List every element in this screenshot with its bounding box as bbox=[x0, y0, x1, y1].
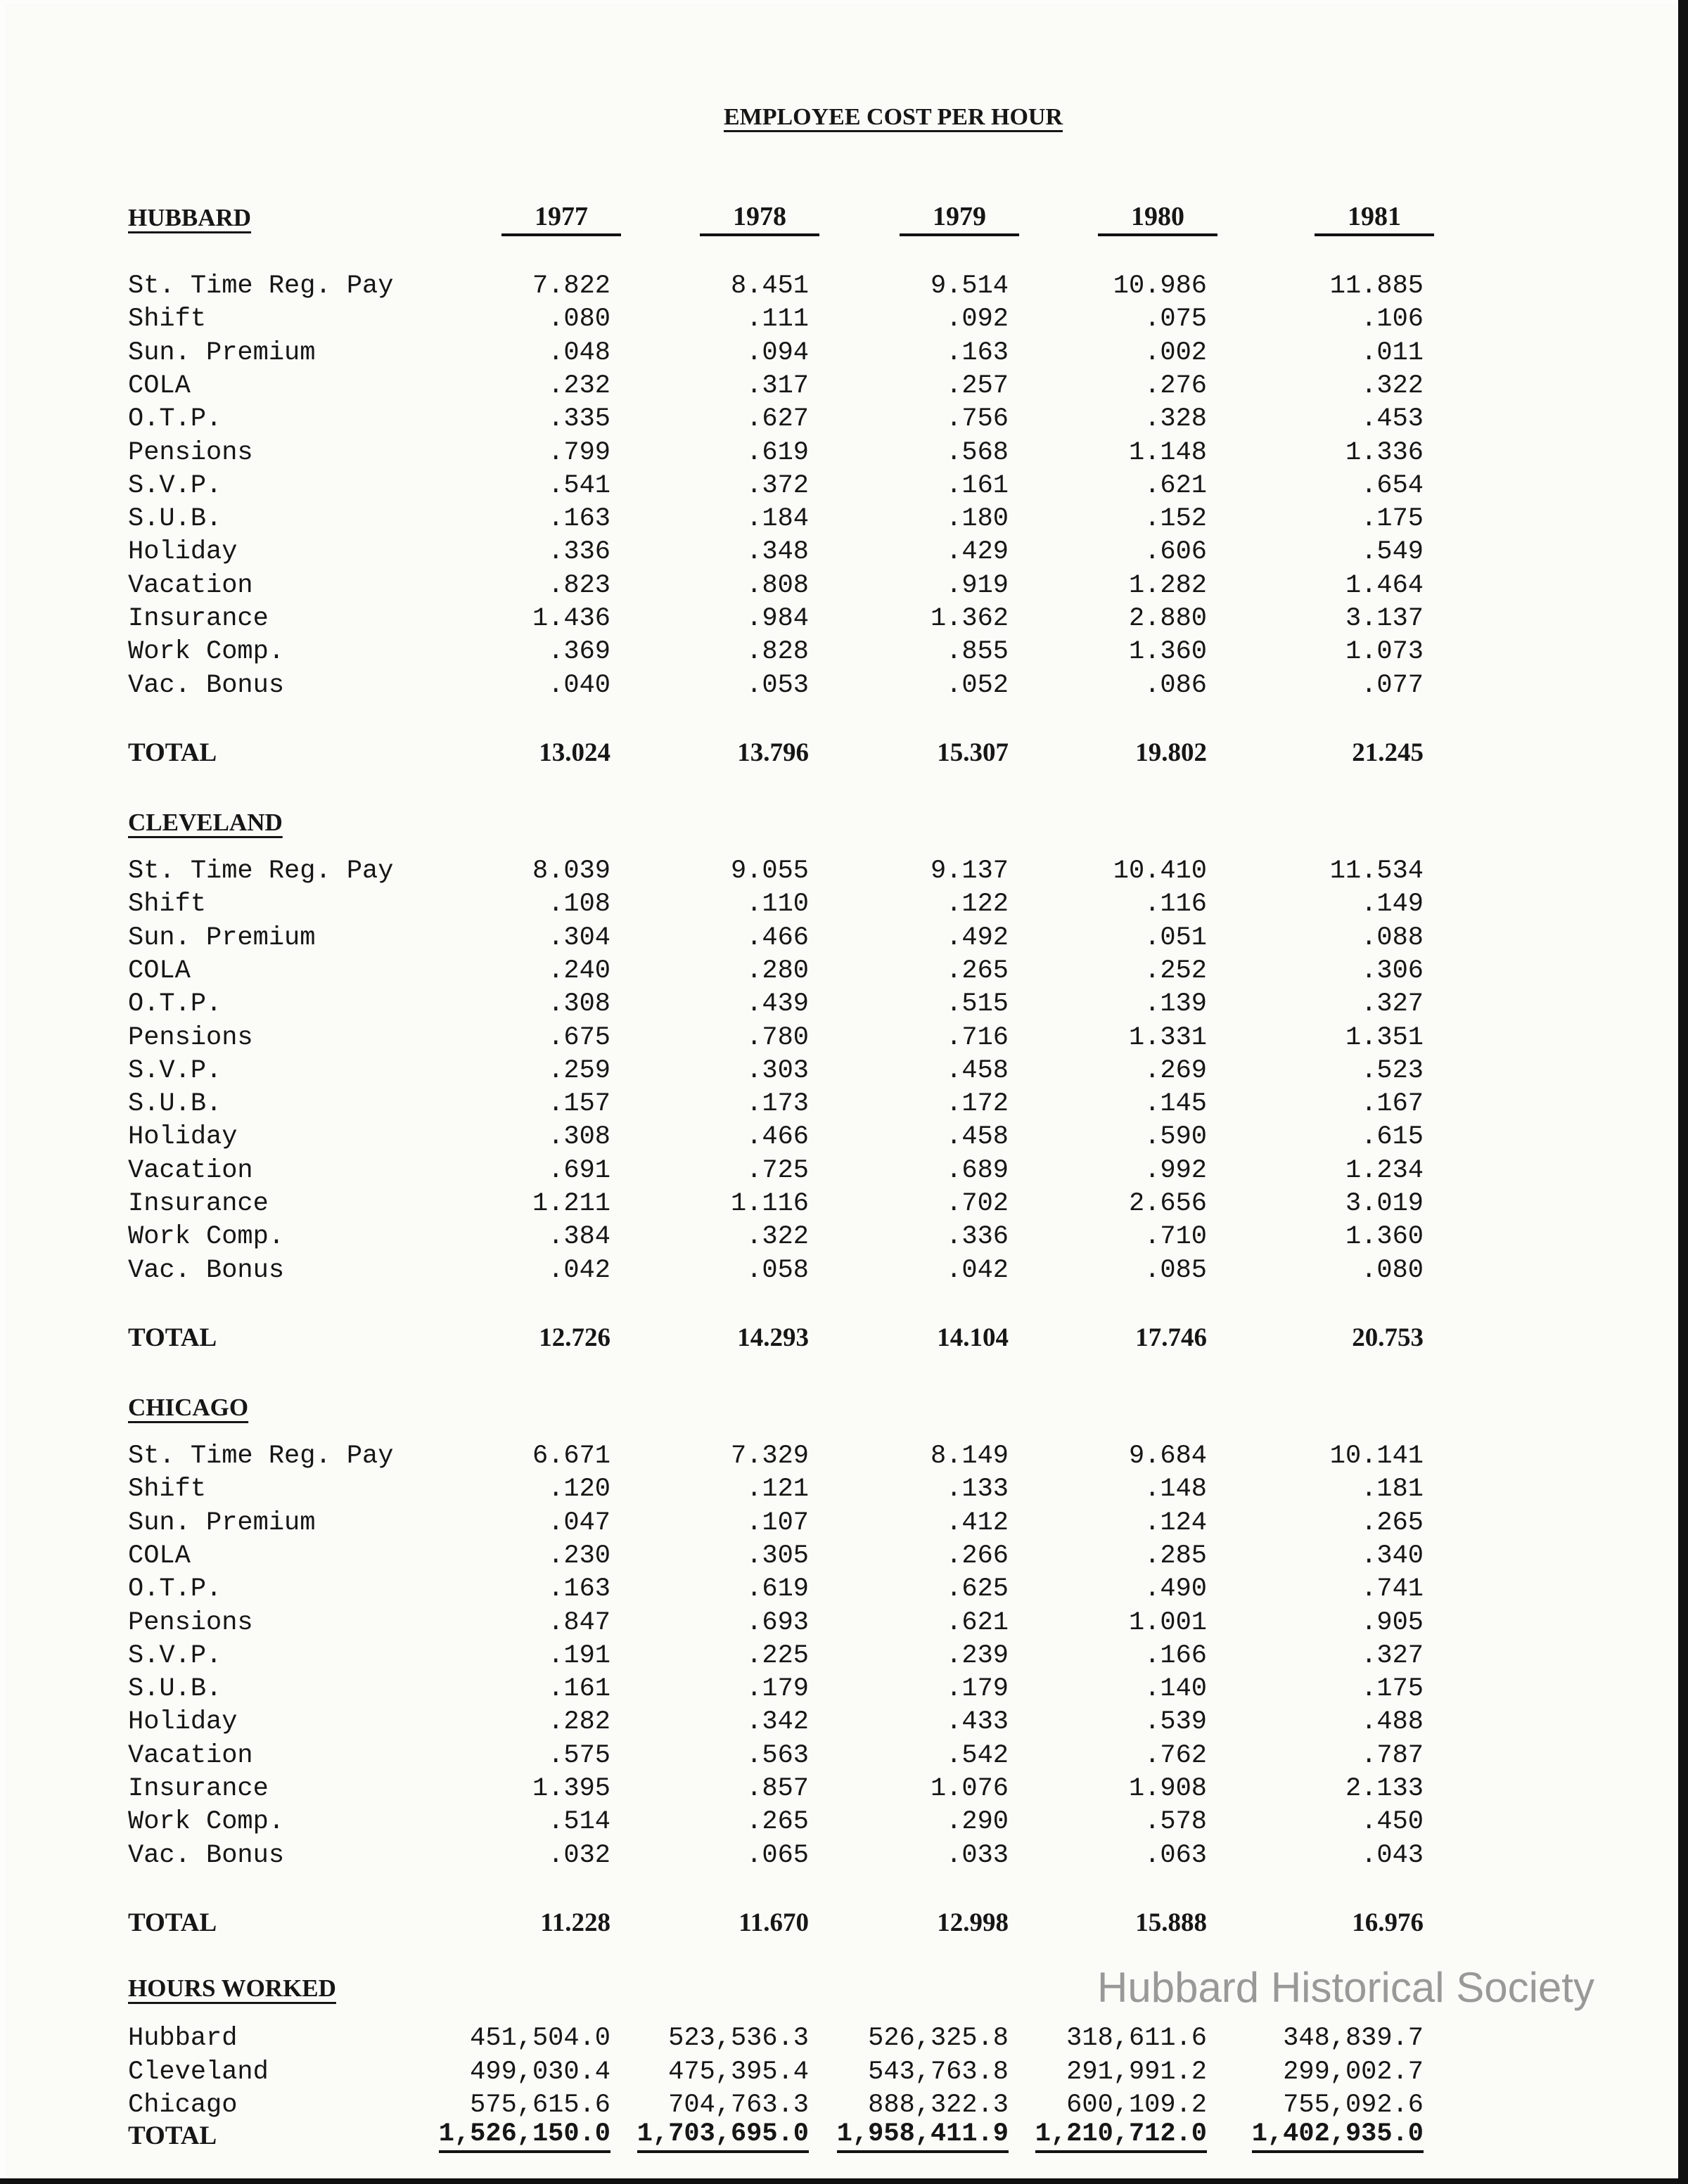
cell-value: .308 bbox=[548, 989, 610, 1020]
cell-value: .808 bbox=[746, 570, 809, 600]
cell-value: .340 bbox=[1361, 1541, 1424, 1571]
cell-value: .523 bbox=[1361, 1055, 1424, 1086]
row-label: Work Comp. bbox=[128, 637, 285, 667]
row-label: S.U.B. bbox=[128, 1089, 222, 1119]
cell-value: .384 bbox=[548, 1222, 610, 1252]
scan-edge bbox=[1678, 0, 1688, 2184]
year-header: 1979 bbox=[900, 201, 1019, 236]
cell-value: .590 bbox=[1144, 1122, 1207, 1152]
cell-value: .515 bbox=[946, 989, 1009, 1020]
row-label: Vacation bbox=[128, 1155, 253, 1186]
cell-value: 1.360 bbox=[1345, 1222, 1424, 1252]
cell-value: .490 bbox=[1144, 1574, 1207, 1605]
cell-value: .348 bbox=[746, 537, 809, 567]
cell-value: .458 bbox=[946, 1122, 1009, 1152]
row-label: Vac. Bonus bbox=[128, 1255, 285, 1285]
hours-total-value: 1,703,695.0 bbox=[637, 2119, 809, 2153]
cell-value: .161 bbox=[946, 470, 1009, 501]
cell-value: 1.360 bbox=[1128, 637, 1207, 667]
total-value: 14.293 bbox=[737, 1323, 809, 1352]
hours-value: 299,002.7 bbox=[1283, 2057, 1424, 2087]
cell-value: .606 bbox=[1144, 537, 1207, 567]
hours-total-value: 1,402,935.0 bbox=[1252, 2119, 1424, 2153]
cell-value: .032 bbox=[548, 1840, 610, 1870]
cell-value: 2.656 bbox=[1128, 1189, 1207, 1219]
cell-value: .179 bbox=[746, 1674, 809, 1704]
section-heading: HUBBARD bbox=[128, 204, 252, 231]
total-label: TOTAL bbox=[128, 738, 217, 767]
cell-value: .919 bbox=[946, 570, 1009, 600]
row-label: St. Time Reg. Pay bbox=[128, 271, 394, 301]
row-label: O.T.P. bbox=[128, 989, 222, 1020]
total-value: 12.726 bbox=[539, 1323, 610, 1352]
cell-value: .372 bbox=[746, 470, 809, 501]
cell-value: 1.395 bbox=[532, 1774, 610, 1804]
cell-value: .259 bbox=[548, 1055, 610, 1086]
row-label: Insurance bbox=[128, 604, 269, 634]
cell-value: .412 bbox=[946, 1508, 1009, 1538]
cell-value: .578 bbox=[1144, 1807, 1207, 1837]
cell-value: .716 bbox=[946, 1022, 1009, 1053]
cell-value: 11.534 bbox=[1329, 856, 1424, 886]
section-heading: HOURS WORKED bbox=[128, 1974, 336, 2002]
cell-value: 10.141 bbox=[1329, 1441, 1424, 1471]
cell-value: .710 bbox=[1144, 1222, 1207, 1252]
cell-value: .094 bbox=[746, 338, 809, 368]
row-label: Work Comp. bbox=[128, 1807, 285, 1837]
row-label: Vac. Bonus bbox=[128, 670, 285, 700]
row-label: Vacation bbox=[128, 1740, 253, 1771]
cell-value: .905 bbox=[1361, 1607, 1424, 1638]
cell-value: 9.514 bbox=[930, 271, 1009, 301]
cell-value: .149 bbox=[1361, 889, 1424, 920]
cell-value: .615 bbox=[1361, 1122, 1424, 1152]
row-label: Sun. Premium bbox=[128, 1508, 316, 1538]
cell-value: 8.039 bbox=[532, 856, 610, 886]
row-label: S.V.P. bbox=[128, 470, 222, 501]
row-label: S.U.B. bbox=[128, 504, 222, 534]
row-label: Work Comp. bbox=[128, 1222, 285, 1252]
total-value: 17.746 bbox=[1135, 1323, 1207, 1352]
cell-value: .328 bbox=[1144, 404, 1207, 435]
hours-value: 575,615.6 bbox=[470, 2090, 610, 2120]
cell-value: 1.282 bbox=[1128, 570, 1207, 600]
section-heading: CLEVELAND bbox=[128, 809, 283, 836]
cell-value: .265 bbox=[746, 1807, 809, 1837]
cell-value: .157 bbox=[548, 1089, 610, 1119]
hours-value: 318,611.6 bbox=[1066, 2024, 1207, 2053]
total-value: 11.228 bbox=[540, 1908, 610, 1937]
row-label: Shift bbox=[128, 1475, 207, 1505]
total-value: 11.670 bbox=[738, 1908, 809, 1937]
cell-value: .163 bbox=[548, 1574, 610, 1605]
cell-value: 1.436 bbox=[532, 604, 610, 634]
cell-value: .823 bbox=[548, 570, 610, 600]
cell-value: .266 bbox=[946, 1541, 1009, 1571]
cell-value: .152 bbox=[1144, 504, 1207, 534]
cell-value: .184 bbox=[746, 504, 809, 534]
row-label: Sun. Premium bbox=[128, 338, 316, 368]
cell-value: .122 bbox=[946, 889, 1009, 920]
cell-value: .058 bbox=[746, 1255, 809, 1285]
cell-value: .691 bbox=[548, 1155, 610, 1186]
section-heading: CHICAGO bbox=[128, 1394, 249, 1421]
cell-value: .052 bbox=[946, 670, 1009, 700]
cell-value: .488 bbox=[1361, 1707, 1424, 1737]
cell-value: .040 bbox=[548, 670, 610, 700]
cell-value: .140 bbox=[1144, 1674, 1207, 1704]
cell-value: .080 bbox=[548, 304, 610, 335]
cell-value: .257 bbox=[946, 371, 1009, 401]
row-label: Holiday bbox=[128, 537, 238, 567]
cell-value: .453 bbox=[1361, 404, 1424, 435]
row-label: COLA bbox=[128, 371, 191, 401]
cell-value: .252 bbox=[1144, 956, 1207, 986]
cell-value: .541 bbox=[548, 470, 610, 501]
row-label: Chicago bbox=[128, 2090, 238, 2120]
cell-value: 1.116 bbox=[730, 1189, 809, 1219]
hours-total-value: 1,526,150.0 bbox=[439, 2119, 610, 2153]
cell-value: .549 bbox=[1361, 537, 1424, 567]
cell-value: .065 bbox=[746, 1840, 809, 1870]
cell-value: .088 bbox=[1361, 923, 1424, 953]
hours-value: 704,763.3 bbox=[668, 2090, 809, 2120]
cell-value: .336 bbox=[946, 1222, 1009, 1252]
cell-value: .303 bbox=[746, 1055, 809, 1086]
cell-value: .693 bbox=[746, 1607, 809, 1638]
cell-value: .327 bbox=[1361, 989, 1424, 1020]
row-label: Pensions bbox=[128, 1607, 253, 1638]
row-label: Vac. Bonus bbox=[128, 1840, 285, 1870]
cell-value: 1.464 bbox=[1345, 570, 1424, 600]
total-label: TOTAL bbox=[128, 1908, 217, 1937]
cell-value: .225 bbox=[746, 1640, 809, 1671]
cell-value: .335 bbox=[548, 404, 610, 435]
cell-value: .625 bbox=[946, 1574, 1009, 1605]
cell-value: .568 bbox=[946, 437, 1009, 468]
cell-value: .539 bbox=[1144, 1707, 1207, 1737]
hours-value: 475,395.4 bbox=[668, 2057, 809, 2087]
row-label: O.T.P. bbox=[128, 1574, 222, 1605]
cell-value: .369 bbox=[548, 637, 610, 667]
cell-value: .542 bbox=[946, 1740, 1009, 1771]
cell-value: .322 bbox=[746, 1222, 809, 1252]
cell-value: .033 bbox=[946, 1840, 1009, 1870]
watermark: Hubbard Historical Society bbox=[1097, 1964, 1594, 2011]
total-value: 13.024 bbox=[539, 738, 610, 767]
hours-value: 451,504.0 bbox=[470, 2024, 610, 2053]
row-label: St. Time Reg. Pay bbox=[128, 856, 394, 886]
cell-value: 7.822 bbox=[532, 271, 610, 301]
hours-value: 888,322.3 bbox=[868, 2090, 1009, 2120]
year-header: 1980 bbox=[1098, 201, 1217, 236]
cell-value: .167 bbox=[1361, 1089, 1424, 1119]
cell-value: .756 bbox=[946, 404, 1009, 435]
total-value: 21.245 bbox=[1352, 738, 1424, 767]
cell-value: .240 bbox=[548, 956, 610, 986]
cell-value: .327 bbox=[1361, 1640, 1424, 1671]
cell-value: .191 bbox=[548, 1640, 610, 1671]
cell-value: .450 bbox=[1361, 1807, 1424, 1837]
row-label: S.V.P. bbox=[128, 1055, 222, 1086]
total-label: TOTAL bbox=[128, 1323, 217, 1352]
cell-value: 1.073 bbox=[1345, 637, 1424, 667]
cell-value: .133 bbox=[946, 1475, 1009, 1505]
cell-value: .621 bbox=[946, 1607, 1009, 1638]
cell-value: .172 bbox=[946, 1089, 1009, 1119]
cell-value: 8.149 bbox=[930, 1441, 1009, 1471]
cell-value: 1.211 bbox=[532, 1189, 610, 1219]
cell-value: .232 bbox=[548, 371, 610, 401]
cell-value: .265 bbox=[946, 956, 1009, 986]
row-label: Hubbard bbox=[128, 2024, 238, 2053]
cell-value: .116 bbox=[1144, 889, 1207, 920]
cell-value: .787 bbox=[1361, 1740, 1424, 1771]
cell-value: .828 bbox=[746, 637, 809, 667]
row-label: Holiday bbox=[128, 1122, 238, 1152]
cell-value: .108 bbox=[548, 889, 610, 920]
cell-value: .725 bbox=[746, 1155, 809, 1186]
total-label: TOTAL bbox=[128, 2121, 217, 2150]
cell-value: 2.133 bbox=[1345, 1774, 1424, 1804]
row-label: Cleveland bbox=[128, 2057, 269, 2087]
cell-value: .163 bbox=[946, 338, 1009, 368]
cell-value: .106 bbox=[1361, 304, 1424, 335]
cell-value: .166 bbox=[1144, 1640, 1207, 1671]
year-header: 1977 bbox=[501, 201, 621, 236]
cell-value: .857 bbox=[746, 1774, 809, 1804]
cell-value: 1.001 bbox=[1128, 1607, 1207, 1638]
cell-value: .075 bbox=[1144, 304, 1207, 335]
cell-value: .675 bbox=[548, 1022, 610, 1053]
total-value: 12.998 bbox=[937, 1908, 1009, 1937]
scan-edge-bottom bbox=[0, 2178, 1688, 2184]
cell-value: .239 bbox=[946, 1640, 1009, 1671]
hours-value: 523,536.3 bbox=[668, 2024, 809, 2053]
hours-value: 291,991.2 bbox=[1066, 2057, 1207, 2087]
hours-value: 526,325.8 bbox=[868, 2024, 1009, 2053]
row-label: Shift bbox=[128, 304, 207, 335]
cell-value: .269 bbox=[1144, 1055, 1207, 1086]
cell-value: .120 bbox=[548, 1475, 610, 1505]
cell-value: .086 bbox=[1144, 670, 1207, 700]
document-title: EMPLOYEE COST PER HOUR bbox=[723, 104, 1063, 130]
cell-value: 1.336 bbox=[1345, 437, 1424, 468]
cell-value: .163 bbox=[548, 504, 610, 534]
cell-value: 6.671 bbox=[532, 1441, 610, 1471]
cell-value: .063 bbox=[1144, 1840, 1207, 1870]
cell-value: .619 bbox=[746, 1574, 809, 1605]
cell-value: .011 bbox=[1361, 338, 1424, 368]
cell-value: .175 bbox=[1361, 1674, 1424, 1704]
row-label: Insurance bbox=[128, 1189, 269, 1219]
cell-value: .047 bbox=[548, 1508, 610, 1538]
cell-value: .139 bbox=[1144, 989, 1207, 1020]
cell-value: .051 bbox=[1144, 923, 1207, 953]
cell-value: .002 bbox=[1144, 338, 1207, 368]
cell-value: 1.362 bbox=[930, 604, 1009, 634]
cell-value: .984 bbox=[746, 604, 809, 634]
cell-value: .308 bbox=[548, 1122, 610, 1152]
cell-value: .621 bbox=[1144, 470, 1207, 501]
cell-value: .110 bbox=[746, 889, 809, 920]
cell-value: .179 bbox=[946, 1674, 1009, 1704]
cell-value: .280 bbox=[746, 956, 809, 986]
cell-value: .107 bbox=[746, 1508, 809, 1538]
cell-value: .175 bbox=[1361, 504, 1424, 534]
hours-value: 543,763.8 bbox=[868, 2057, 1009, 2087]
cell-value: .619 bbox=[746, 437, 809, 468]
cell-value: 2.880 bbox=[1128, 604, 1207, 634]
cell-value: .080 bbox=[1361, 1255, 1424, 1285]
cell-value: 1.076 bbox=[930, 1774, 1009, 1804]
cell-value: 9.684 bbox=[1128, 1441, 1207, 1471]
cell-value: .439 bbox=[746, 989, 809, 1020]
cell-value: .322 bbox=[1361, 371, 1424, 401]
cell-value: .077 bbox=[1361, 670, 1424, 700]
cell-value: .317 bbox=[746, 371, 809, 401]
cell-value: .230 bbox=[548, 1541, 610, 1571]
cell-value: .429 bbox=[946, 537, 1009, 567]
cell-value: 1.331 bbox=[1128, 1022, 1207, 1053]
cell-value: .148 bbox=[1144, 1475, 1207, 1505]
row-label: S.V.P. bbox=[128, 1640, 222, 1671]
cell-value: .627 bbox=[746, 404, 809, 435]
year-header: 1981 bbox=[1315, 201, 1434, 236]
hours-value: 755,092.6 bbox=[1283, 2090, 1424, 2120]
cell-value: .741 bbox=[1361, 1574, 1424, 1605]
cell-value: .458 bbox=[946, 1055, 1009, 1086]
cell-value: .042 bbox=[548, 1255, 610, 1285]
row-label: St. Time Reg. Pay bbox=[128, 1441, 394, 1471]
cell-value: 1.351 bbox=[1345, 1022, 1424, 1053]
total-value: 20.753 bbox=[1352, 1323, 1424, 1352]
total-value: 14.104 bbox=[937, 1323, 1009, 1352]
cell-value: 10.410 bbox=[1113, 856, 1207, 886]
cell-value: 9.055 bbox=[730, 856, 809, 886]
total-value: 15.307 bbox=[937, 738, 1009, 767]
row-label: Shift bbox=[128, 889, 207, 920]
cell-value: .855 bbox=[946, 637, 1009, 667]
cell-value: .433 bbox=[946, 1707, 1009, 1737]
cell-value: 10.986 bbox=[1113, 271, 1207, 301]
cell-value: .290 bbox=[946, 1807, 1009, 1837]
cell-value: .180 bbox=[946, 504, 1009, 534]
cell-value: 7.329 bbox=[730, 1441, 809, 1471]
cell-value: .466 bbox=[746, 1122, 809, 1152]
row-label: Sun. Premium bbox=[128, 923, 316, 953]
total-value: 15.888 bbox=[1135, 1908, 1207, 1937]
row-label: Insurance bbox=[128, 1774, 269, 1804]
hours-total-value: 1,958,411.9 bbox=[837, 2119, 1009, 2153]
hours-total-value: 1,210,712.0 bbox=[1035, 2119, 1207, 2153]
cell-value: .111 bbox=[746, 304, 809, 335]
row-label: S.U.B. bbox=[128, 1674, 222, 1704]
cell-value: .124 bbox=[1144, 1508, 1207, 1538]
row-label: O.T.P. bbox=[128, 404, 222, 435]
cell-value: 3.137 bbox=[1345, 604, 1424, 634]
cell-value: 11.885 bbox=[1329, 271, 1424, 301]
cell-value: .048 bbox=[548, 338, 610, 368]
cell-value: .305 bbox=[746, 1541, 809, 1571]
cell-value: .161 bbox=[548, 1674, 610, 1704]
row-label: COLA bbox=[128, 1541, 191, 1571]
cell-value: .342 bbox=[746, 1707, 809, 1737]
cell-value: .654 bbox=[1361, 470, 1424, 501]
year-header: 1978 bbox=[700, 201, 819, 236]
cell-value: 1.234 bbox=[1345, 1155, 1424, 1186]
cell-value: .563 bbox=[746, 1740, 809, 1771]
cell-value: .466 bbox=[746, 923, 809, 953]
row-label: COLA bbox=[128, 956, 191, 986]
total-value: 13.796 bbox=[737, 738, 809, 767]
cell-value: .336 bbox=[548, 537, 610, 567]
row-label: Pensions bbox=[128, 437, 253, 468]
cell-value: .043 bbox=[1361, 1840, 1424, 1870]
cell-value: .053 bbox=[746, 670, 809, 700]
cell-value: 9.137 bbox=[930, 856, 1009, 886]
cell-value: .992 bbox=[1144, 1155, 1207, 1186]
cell-value: .762 bbox=[1144, 1740, 1207, 1771]
cell-value: .689 bbox=[946, 1155, 1009, 1186]
cell-value: .702 bbox=[946, 1189, 1009, 1219]
cell-value: .276 bbox=[1144, 371, 1207, 401]
cell-value: .575 bbox=[548, 1740, 610, 1771]
hours-value: 348,839.7 bbox=[1283, 2024, 1424, 2053]
cell-value: 3.019 bbox=[1345, 1189, 1424, 1219]
cell-value: .492 bbox=[946, 923, 1009, 953]
total-value: 16.976 bbox=[1352, 1908, 1424, 1937]
cell-value: .181 bbox=[1361, 1475, 1424, 1505]
cell-value: .282 bbox=[548, 1707, 610, 1737]
hours-value: 600,109.2 bbox=[1066, 2090, 1207, 2120]
cell-value: .173 bbox=[746, 1089, 809, 1119]
cell-value: .780 bbox=[746, 1022, 809, 1053]
cell-value: 1.908 bbox=[1128, 1774, 1207, 1804]
row-label: Vacation bbox=[128, 570, 253, 600]
cell-value: .265 bbox=[1361, 1508, 1424, 1538]
cell-value: .121 bbox=[746, 1475, 809, 1505]
cell-value: .304 bbox=[548, 923, 610, 953]
hours-value: 499,030.4 bbox=[470, 2057, 610, 2087]
cell-value: .042 bbox=[946, 1255, 1009, 1285]
cell-value: 8.451 bbox=[730, 271, 809, 301]
cell-value: 1.148 bbox=[1128, 437, 1207, 468]
total-value: 19.802 bbox=[1135, 738, 1207, 767]
row-label: Holiday bbox=[128, 1707, 238, 1737]
cell-value: .145 bbox=[1144, 1089, 1207, 1119]
cell-value: .092 bbox=[946, 304, 1009, 335]
cell-value: .514 bbox=[548, 1807, 610, 1837]
cell-value: .285 bbox=[1144, 1541, 1207, 1571]
cell-value: .847 bbox=[548, 1607, 610, 1638]
cell-value: .306 bbox=[1361, 956, 1424, 986]
cell-value: .799 bbox=[548, 437, 610, 468]
cell-value: .085 bbox=[1144, 1255, 1207, 1285]
row-label: Pensions bbox=[128, 1022, 253, 1053]
